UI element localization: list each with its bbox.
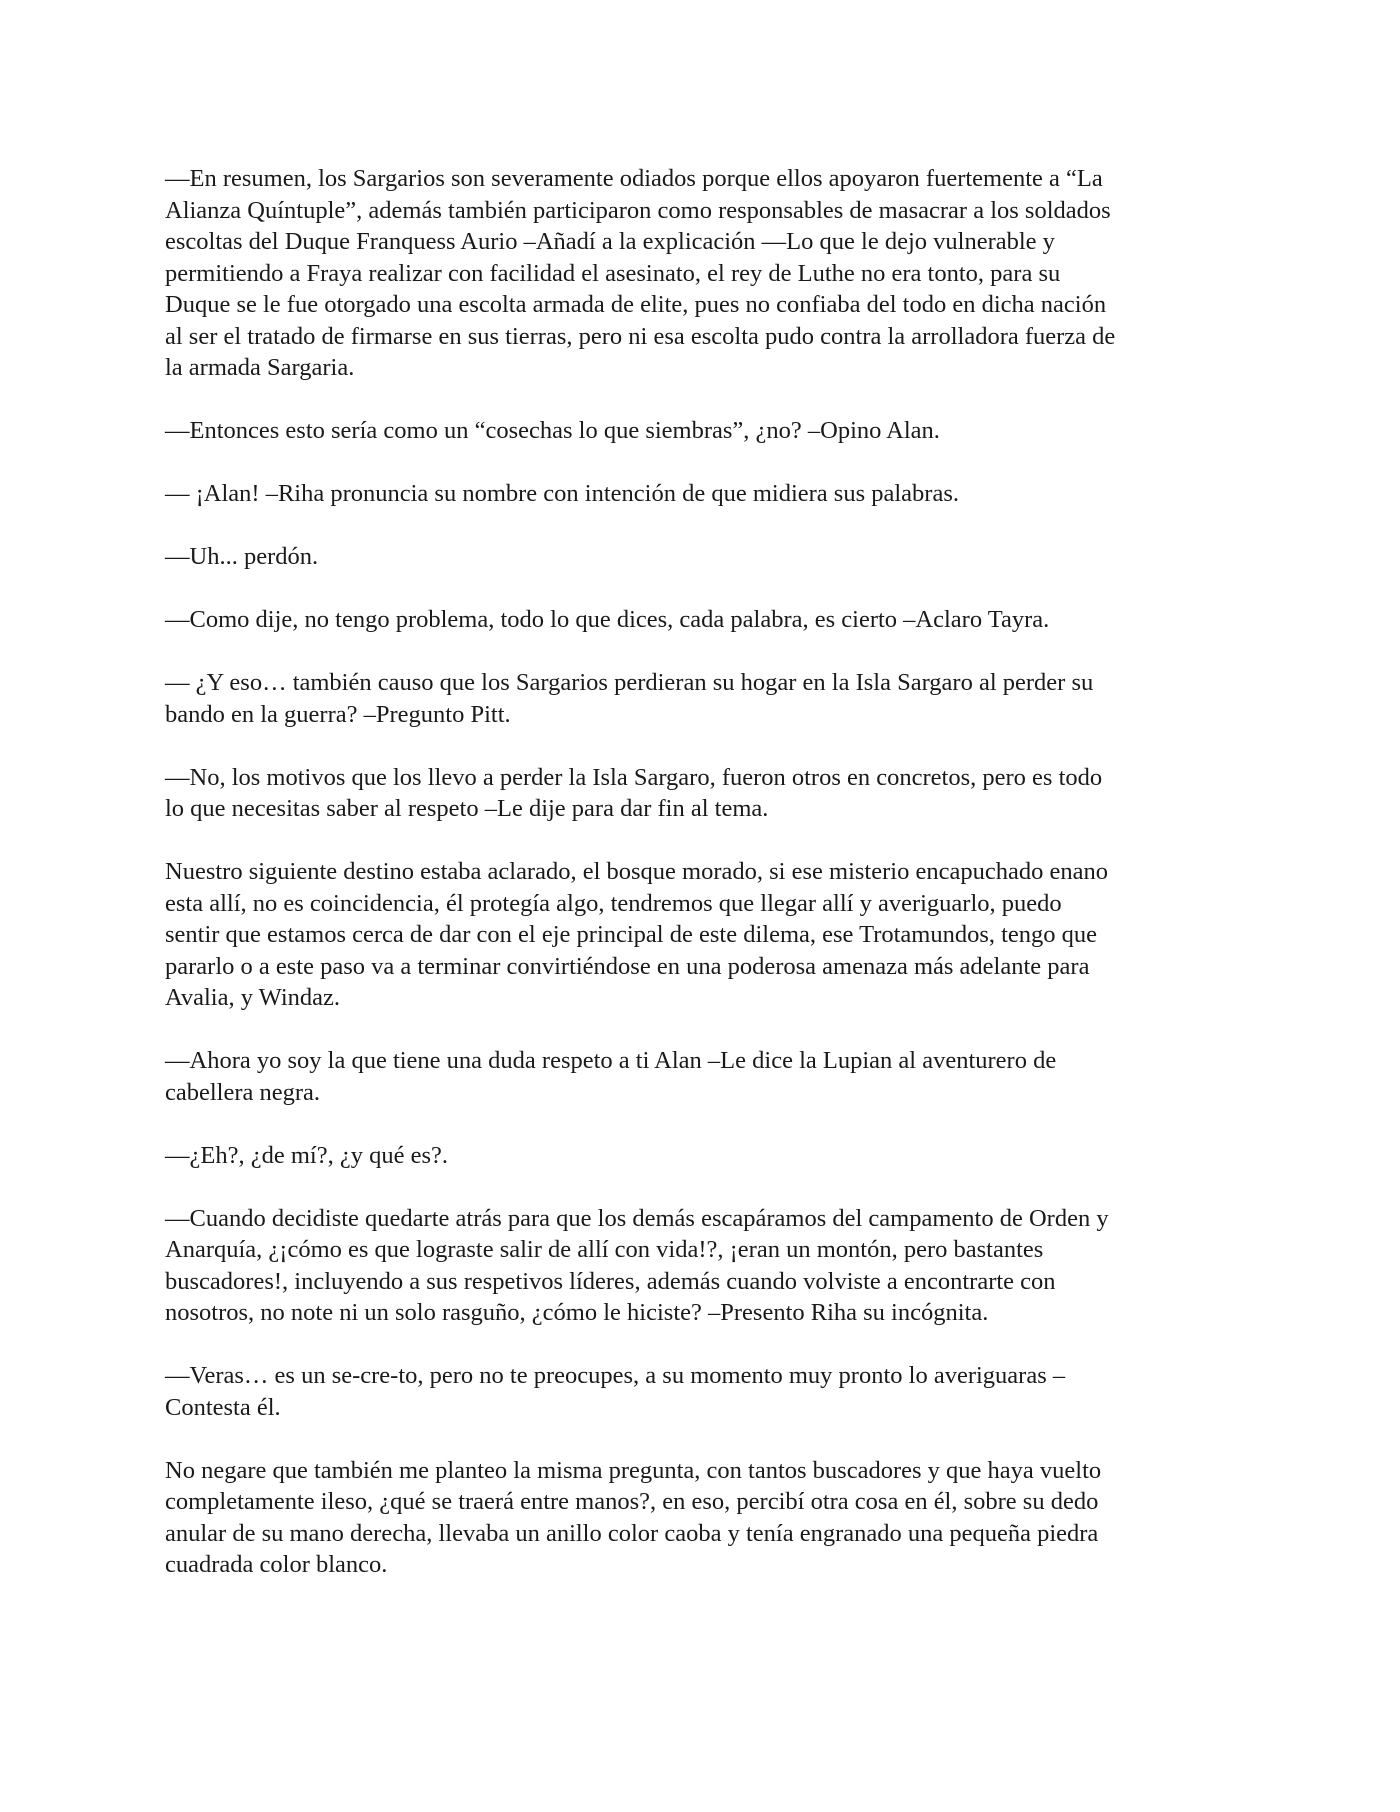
text-line: permitiendo a Fraya realizar con facilidad el asesinato, el rey de Luthe no era tonto, para su	[165, 259, 1061, 287]
text-line: —Como dije, no tengo problema, todo lo que dices, cada palabra, es cierto –Aclaro Tayra.	[165, 606, 1050, 633]
text-line: — ¡Alan! –Riha pronuncia su nombre con intención de que midiera sus palabras.	[165, 480, 959, 507]
text-line: la armada Sargaria.	[165, 354, 355, 381]
text-line: —Cuando decidiste quedarte atrás para que los demás escapáramos del campamento de Orden y	[165, 1204, 1109, 1232]
text-line: al ser el tratado de firmarse en sus tierras, pero ni esa escolta pudo contra la arrolladora fuerza de	[165, 322, 1116, 350]
paragraph	[165, 762, 1243, 825]
paragraph	[165, 1140, 1243, 1172]
text-line: completamente ileso, ¿qué se traerá entre manos?, en eso, percibí otra cosa en él, sobre su dedo	[165, 1488, 1099, 1515]
text-line: —En resumen, los Sargarios son severamente odiados porque ellos apoyaron fuertemente a “La	[165, 165, 1103, 192]
text-line: pararlo o a este paso va a terminar convirtiéndose en una poderosa amenaza más adelante para	[165, 952, 1090, 980]
paragraph	[165, 478, 1243, 510]
text-line: buscadores!, incluyendo a sus respetivos líderes, además cuando volviste a encontrarte con	[165, 1267, 1056, 1295]
text-line: Alianza Quíntuple”, además también participaron como responsables de masacrar a los soldados	[165, 196, 1111, 224]
document-page	[165, 163, 1243, 1612]
text-line: —Entonces esto sería como un “cosechas lo que siembras”, ¿no? –Opino Alan.	[165, 417, 940, 444]
paragraph	[165, 604, 1243, 636]
paragraph	[165, 1203, 1243, 1329]
text-line: cabellera negra.	[165, 1078, 321, 1106]
text-line: — ¿Y eso… también causo que los Sargarios perdieran su hogar en la Isla Sargaro al perder su	[165, 669, 1094, 696]
text-line: nosotros, no note ni un solo rasguño, ¿cómo le hiciste? –Presento Riha su incógnita.	[165, 1299, 989, 1326]
text-line: escoltas del Duque Franquess Aurio –Añadí a la explicación —Lo que le dejo vulnerable y	[165, 228, 1055, 255]
paragraph	[165, 415, 1243, 447]
paragraph	[165, 541, 1243, 573]
paragraph	[165, 1360, 1243, 1423]
text-line: Contesta él.	[165, 1393, 281, 1421]
text-line: Duque se le fue otorgado una escolta armada de elite, pues no confiaba del todo en dicha nación	[165, 291, 1107, 318]
paragraph	[165, 163, 1243, 384]
text-line: —Uh... perdón.	[165, 543, 319, 570]
text-line: Nuestro siguiente destino estaba aclarado, el bosque morado, si ese misterio encapuchado enano	[165, 858, 1108, 885]
paragraph	[165, 1455, 1243, 1581]
text-line: anular de su mano derecha, llevaba un anillo color caoba y tenía engranado una pequeña piedra	[165, 1519, 1099, 1547]
paragraph	[165, 667, 1243, 730]
text-line: Avalia, y Windaz.	[165, 984, 340, 1011]
text-line: Anarquía, ¿¡cómo es que lograste salir de allí con vida!?, ¡eran un montón, pero bastantes	[165, 1236, 1044, 1263]
text-line: —Veras… es un se-cre-to, pero no te preocupes, a su momento muy pronto lo averiguaras –	[165, 1362, 1066, 1389]
text-line: —No, los motivos que los llevo a perder la Isla Sargaro, fueron otros en concretos, pero es todo	[165, 763, 1103, 791]
paragraph	[165, 1045, 1243, 1108]
text-line: esta allí, no es coincidencia, él protegía algo, tendremos que llegar allí y averiguarlo, puedo	[165, 889, 1062, 917]
text-line: cuadrada color blanco.	[165, 1551, 388, 1578]
text-line: bando en la guerra? –Pregunto Pitt.	[165, 700, 511, 728]
paragraph	[165, 856, 1243, 1014]
text-line: sentir que estamos cerca de dar con el eje principal de este dilema, ese Trotamundos, tengo que	[165, 921, 1098, 948]
text-line: —¿Eh?, ¿de mí?, ¿y qué es?.	[165, 1141, 448, 1169]
text-line: lo que necesitas saber al respeto –Le dije para dar fin al tema.	[165, 795, 769, 822]
text-line: No negare que también me planteo la misma pregunta, con tantos buscadores y que haya vuelto	[165, 1456, 1102, 1484]
text-line: —Ahora yo soy la que tiene una duda respeto a ti Alan –Le dice la Lupian al aventurero de	[165, 1047, 1057, 1074]
